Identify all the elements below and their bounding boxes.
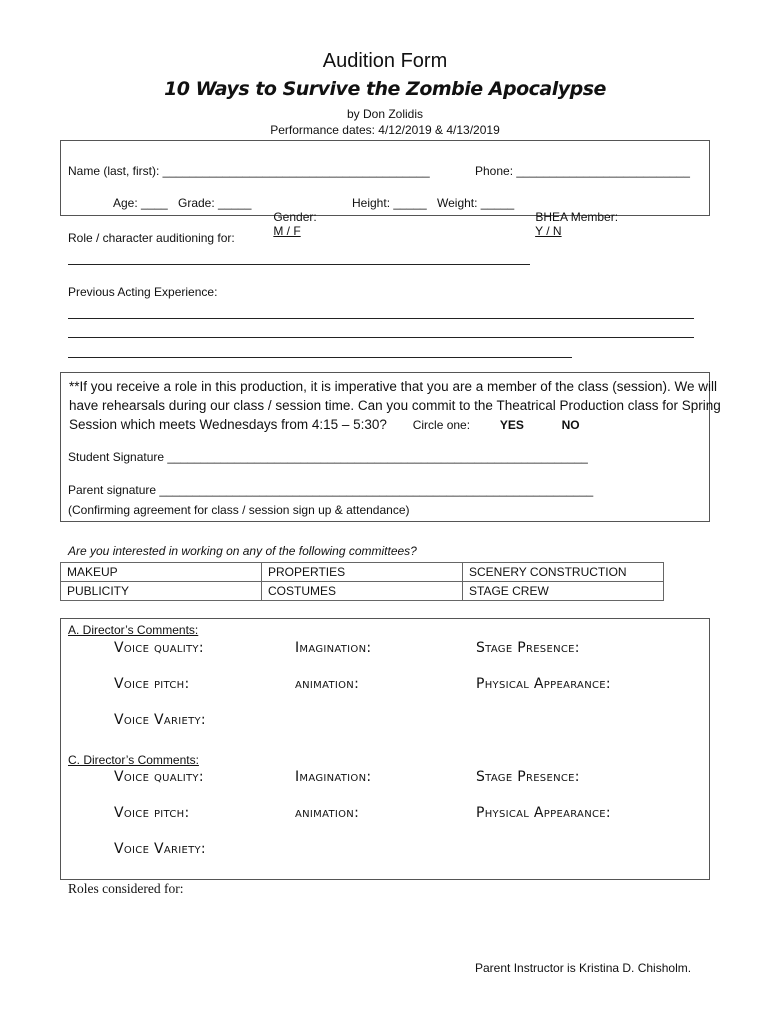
- committee-stage-crew[interactable]: STAGE CREW: [463, 582, 664, 601]
- role-input-line[interactable]: [68, 264, 530, 265]
- weight-field[interactable]: Weight: _____: [437, 196, 515, 210]
- c-voice-pitch: Voice pitch:: [114, 805, 190, 821]
- yes-option[interactable]: YES: [499, 418, 524, 432]
- bhea-member-field[interactable]: [522, 196, 618, 252]
- committees-question: Are you interested in working on any of the following committees?: [68, 544, 417, 558]
- c-animation: animation:: [295, 805, 360, 821]
- committee-scenery-construction[interactable]: SCENERY CONSTRUCTION: [463, 563, 664, 582]
- c-imagination: Imagination:: [295, 769, 372, 785]
- a-voice-pitch: Voice pitch:: [114, 676, 190, 692]
- table-row: [61, 563, 664, 582]
- experience-input-line-2[interactable]: [68, 337, 694, 338]
- roles-considered-label: Roles considered for:: [68, 881, 184, 896]
- no-option[interactable]: NO: [561, 418, 580, 432]
- a-imagination: Imagination:: [295, 640, 372, 656]
- commitment-statement: **If you receive a role in this production, it is imperative that you are a member of the class (session). We will have rehearsals during our class / session time. Can you commit to the Theatrical Production class for Spring Session which meets Wednesdays from 4:15 – 5:30?: [69, 379, 721, 432]
- parent-signature-field[interactable]: Parent signature _________________________________________________________________: [68, 483, 594, 497]
- c-physical-appearance: Physical Appearance:: [476, 805, 611, 821]
- performance-dates: Performance dates: 4/12/2019 & 4/13/2019: [270, 123, 500, 137]
- committee-costumes[interactable]: COSTUMES: [262, 582, 463, 601]
- gender-options[interactable]: M / F: [273, 224, 301, 238]
- c-voice-variety: Voice Variety:: [114, 841, 206, 857]
- committee-properties[interactable]: PROPERTIES: [262, 563, 463, 582]
- phone-field[interactable]: Phone: __________________________: [475, 164, 690, 178]
- directors-comments-box: [60, 618, 710, 880]
- circle-one-label: Circle one:: [412, 418, 471, 432]
- committee-makeup[interactable]: MAKEUP: [61, 563, 262, 582]
- play-title: 10 Ways to Survive the Zombie Apocalypse: [164, 78, 606, 100]
- experience-label: Previous Acting Experience:: [68, 285, 218, 299]
- committees-table: [60, 562, 664, 601]
- height-field[interactable]: Height: _____: [352, 196, 427, 210]
- gender-field[interactable]: [260, 196, 317, 252]
- bhea-options[interactable]: Y / N: [535, 224, 562, 238]
- form-title: Audition Form: [322, 50, 448, 72]
- name-field[interactable]: Name (last, first): ________________________________________: [68, 164, 430, 178]
- bhea-label: BHEA Member:: [535, 210, 619, 224]
- c-stage-presence: Stage Presence:: [476, 769, 580, 785]
- a-animation: animation:: [295, 676, 360, 692]
- table-row: [61, 582, 664, 601]
- role-label: Role / character auditioning for:: [68, 231, 235, 245]
- a-voice-quality: Voice quality:: [114, 640, 204, 656]
- committee-publicity[interactable]: PUBLICITY: [61, 582, 262, 601]
- director-c-heading: C. Director’s Comments:: [68, 753, 199, 767]
- commitment-box: [60, 372, 721, 522]
- gender-label: Gender:: [273, 210, 317, 224]
- experience-input-line-3[interactable]: [68, 357, 572, 358]
- commitment-text: [69, 377, 729, 435]
- age-field[interactable]: Age: ____: [113, 196, 168, 210]
- author-line: by Don Zolidis: [346, 107, 424, 121]
- director-a-heading: A. Director’s Comments:: [68, 623, 199, 637]
- student-signature-field[interactable]: Student Signature _______________________________________________________________: [68, 450, 588, 464]
- confirmation-note: (Confirming agreement for class / session sign up & attendance): [68, 503, 410, 517]
- experience-input-line-1[interactable]: [68, 318, 694, 319]
- a-voice-variety: Voice Variety:: [114, 712, 206, 728]
- a-stage-presence: Stage Presence:: [476, 640, 580, 656]
- grade-field[interactable]: Grade: _____: [178, 196, 252, 210]
- footer-instructor-note: Parent Instructor is Kristina D. Chisholm.: [475, 961, 692, 975]
- a-physical-appearance: Physical Appearance:: [476, 676, 611, 692]
- c-voice-quality: Voice quality:: [114, 769, 204, 785]
